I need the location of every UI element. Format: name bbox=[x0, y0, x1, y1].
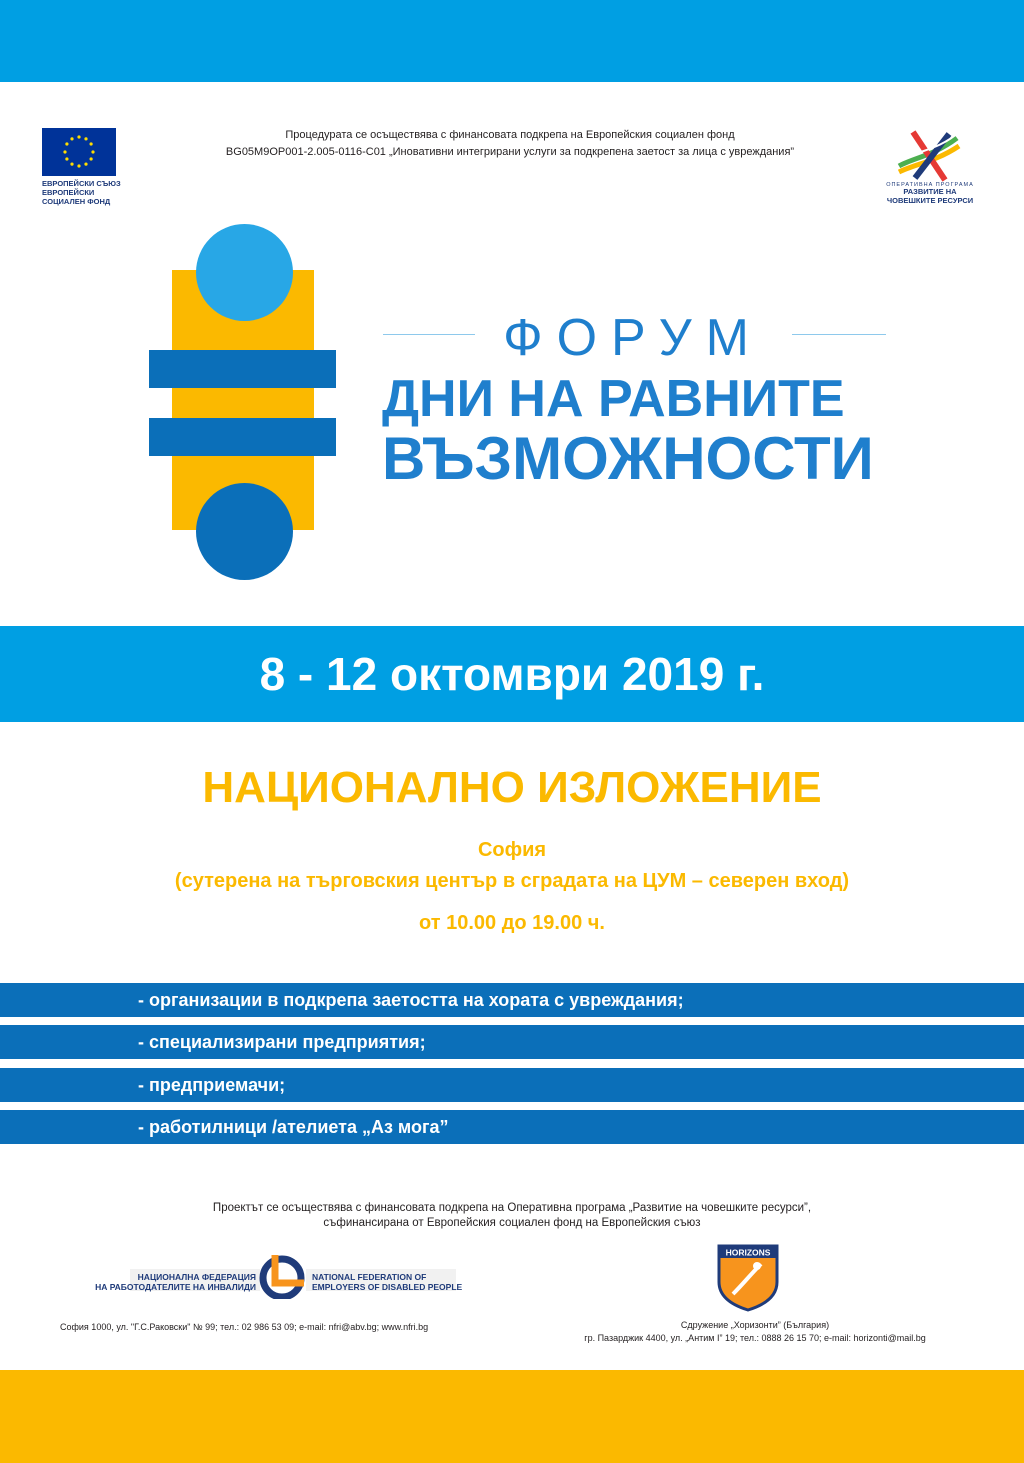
project-note-line-1: Проектът се осъществява с финансовата подкрепа на Оперативна програма „Развитие на човешките ресурси”, bbox=[212, 1202, 812, 1214]
nfri-circle-icon bbox=[263, 1259, 301, 1297]
list-item: - организации в подкрепа заетостта на хората с увреждания; bbox=[138, 990, 684, 1010]
op-caption-small: ОПЕРАТИВНА ПРОГРАМА bbox=[886, 182, 974, 188]
horizons-address: гр. Пазарджик 4400, ул. „Антим I” 19; тел.: 0888 26 15 70; e-mail: horizonti@mail.bg bbox=[584, 1333, 926, 1343]
expo-hours: от 10.00 до 19.00 ч. bbox=[419, 912, 605, 934]
nfri-name-line: НАЦИОНАЛНА ФЕДЕРАЦИЯ bbox=[137, 1272, 256, 1282]
list-item: - предприемачи; bbox=[138, 1075, 286, 1095]
nfri-name-en bbox=[312, 1272, 512, 1292]
header-funding-text bbox=[150, 127, 870, 161]
eu-caption-line: ЕВРОПЕЙСКИ СЪЮЗ bbox=[42, 179, 121, 188]
forum-graphic-bottom-circle bbox=[196, 483, 293, 580]
forum-graphic-bar-bottom bbox=[149, 418, 336, 456]
nfri-name-bg bbox=[60, 1272, 256, 1292]
expo-title: НАЦИОНАЛНО ИЗЛОЖЕНИЕ bbox=[202, 763, 822, 812]
horizons-figure-head-icon bbox=[753, 1262, 761, 1270]
op-hr-logo-icon bbox=[893, 128, 963, 184]
forum-title-line-1: ДНИ НА РАВНИТЕ bbox=[382, 370, 845, 428]
forum-graphic-top-circle bbox=[196, 224, 293, 321]
horizons-shield-logo bbox=[717, 1244, 779, 1312]
nfri-address: София 1000, ул. "Г.С.Раковски" № 99; тел.: 02 986 53 09; e-mail: nfri@abv.bg; www.nfri.bg bbox=[60, 1322, 429, 1332]
eu-caption-line: ЕВРОПЕЙСКИ bbox=[42, 188, 95, 197]
nfri-name-line: NATIONAL FEDERATION OF bbox=[312, 1272, 427, 1282]
op-caption-line: РАЗВИТИЕ НА bbox=[903, 187, 957, 196]
forum-graphic-bar-top bbox=[149, 350, 336, 388]
list-item: - работилници /ателиета „Аз мога” bbox=[138, 1117, 449, 1137]
nfri-name-line: НА РАБОТОДАТЕЛИТЕ НА ИНВАЛИДИ bbox=[95, 1282, 256, 1292]
forum-rule-right bbox=[792, 334, 886, 335]
op-caption-line: ЧОВЕШКИТЕ РЕСУРСИ bbox=[886, 195, 974, 205]
header-line-2: BG05M9OP001-2.005-0116-C01 „Иновативни интегрирани услуги за подкрепена заетост за лица с увреждания” bbox=[225, 146, 795, 158]
eu-flag-logo bbox=[42, 128, 116, 176]
horizons-name: Сдружение „Хоризонти” (България) bbox=[680, 1320, 830, 1330]
nfri-name-line: EMPLOYERS OF DISABLED PEOPLE bbox=[312, 1282, 463, 1292]
event-date: 8 - 12 октомври 2019 г. bbox=[259, 648, 765, 700]
bottom-color-band bbox=[0, 1370, 1024, 1463]
expo-city: София bbox=[477, 839, 547, 861]
eu-caption-line: СОЦИАЛЕН ФОНД bbox=[42, 197, 111, 206]
op-caption bbox=[880, 182, 980, 205]
forum-kicker: ФОРУМ bbox=[503, 309, 763, 367]
expo-venue: (сутерена на търговския център в сградата на ЦУМ – северен вход) bbox=[174, 870, 850, 892]
header-line-1: Процедурата се осъществява с финансовата подкрепа на Европейския социален фонд bbox=[285, 129, 735, 141]
project-funding-note bbox=[120, 1201, 904, 1231]
top-color-band bbox=[0, 0, 1024, 82]
forum-title-line-2: ВЪЗМОЖНОСТИ bbox=[382, 425, 874, 492]
horizons-logo-text: HORIZONS bbox=[725, 1247, 771, 1258]
list-item: - специализирани предприятия; bbox=[138, 1032, 426, 1052]
eu-stars-icon bbox=[42, 128, 116, 176]
eu-caption bbox=[42, 179, 152, 206]
forum-rule-left bbox=[383, 334, 475, 335]
op-hr-logo bbox=[893, 128, 963, 184]
project-note-line-2: съфинансирана от Европейския социален фонд на Европейския съюз bbox=[323, 1217, 701, 1229]
